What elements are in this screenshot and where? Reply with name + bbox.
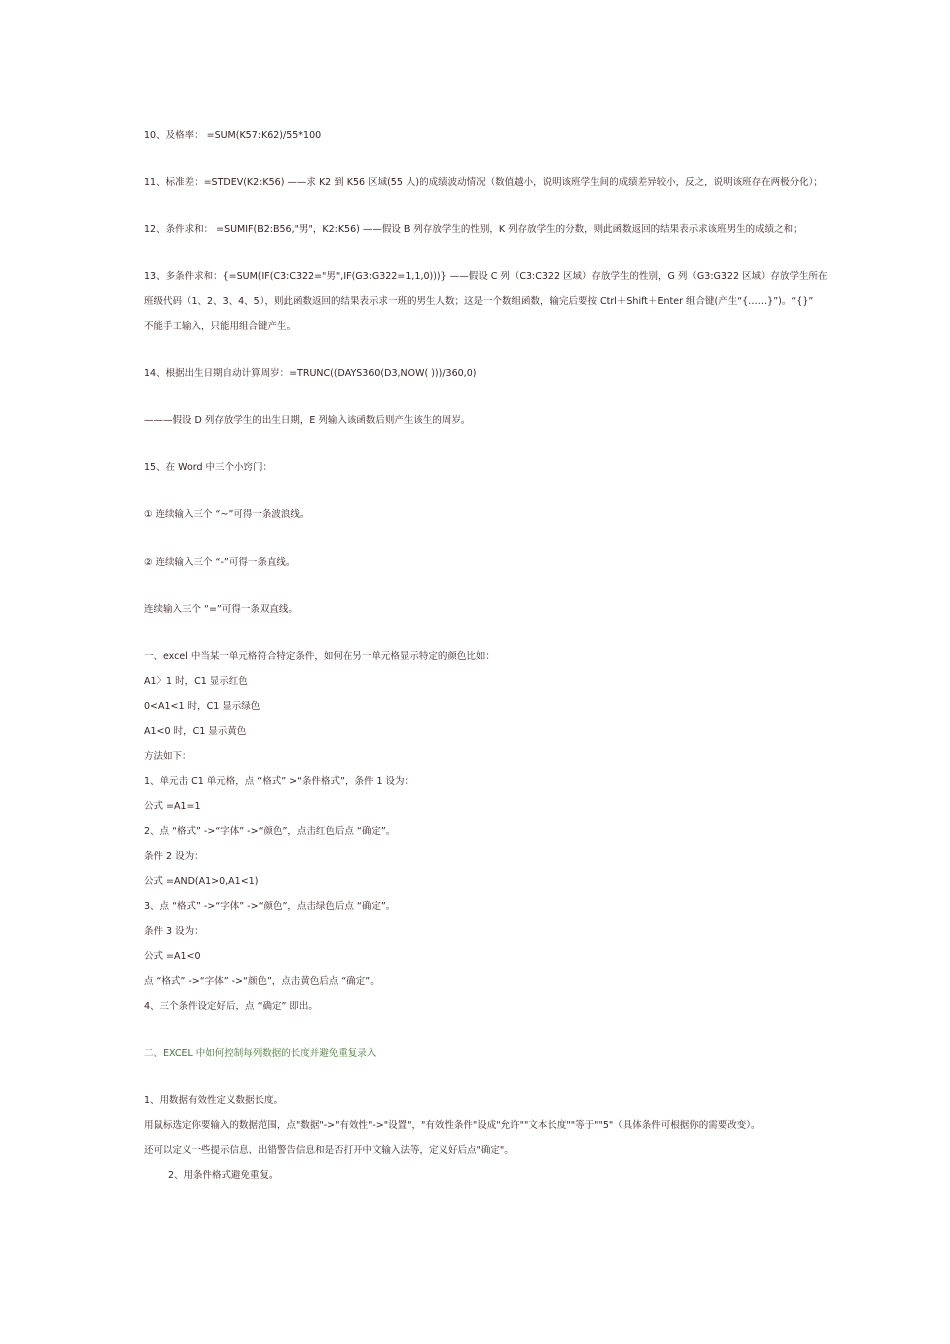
multi-sum-note: 不能手工输入，只能用组合键产生。 <box>144 321 297 332</box>
formula-1: 公式 =A1=1 <box>144 801 201 812</box>
word-tip-wave: ① 连续输入三个 “~”可得一条波浪线。 <box>144 509 310 520</box>
word-tips-heading: 15、在 Word 中三个小窍门： <box>144 462 273 473</box>
sumif-formula: 12、条件求和： =SUMIF(B2:B56,"男"，K2:K56) ——假设 B 列存放学生的性别，K 列存放学生的分数，则此函数返回的结果表示求该班男生的成绩之和； <box>144 224 803 235</box>
multi-sum-explanation: 班级代码（1、2、3、4、5），则此函数返回的结果表示求一班的男生人数；这是一个数组函数，输完后要按 Ctrl＋Shift＋Enter 组合键(产生“{……}”)。“{}” <box>144 296 814 307</box>
method-label: 方法如下： <box>144 751 192 762</box>
step-3: 3、点 “格式” ->“字体” ->“颜色”，点击绿色后点 “确定”。 <box>144 901 396 912</box>
word-tip-double-line: 连续输入三个 “=”可得一条双直线。 <box>144 604 298 615</box>
step-1: 1、单元击 C1 单元格，点 “格式” >“条件格式”，条件 1 设为： <box>144 776 415 787</box>
validation-step-2: 2、用条件格式避免重复。 <box>168 1170 279 1181</box>
stdev-formula: 11、标准差：=STDEV(K2:K56) ——求 K2 到 K56 区域(55 人)的成绩波动情况（数值越小，说明该班学生间的成绩差异较小，反之，说明该班存在两极分化）； <box>144 177 823 188</box>
condition-yellow: A1<0 时，C1 显示黄色 <box>144 726 247 737</box>
formula-2: 公式 =AND(A1>0,A1<1) <box>144 876 259 887</box>
condition-2-label: 条件 2 设为： <box>144 851 204 862</box>
formula-3: 公式 =A1<0 <box>144 951 201 962</box>
step-4: 4、三个条件设定好后，点 “确定” 即出。 <box>144 1001 318 1012</box>
condition-green: 0<A1<1 时，C1 显示绿色 <box>144 701 261 712</box>
condition-red: A1〉1 时，C1 显示红色 <box>144 676 248 687</box>
word-tip-line: ② 连续输入三个 “-”可得一条直线。 <box>144 557 296 568</box>
step-yellow: 点 “格式” ->“字体” ->“颜色”，点击黄色后点 “确定”。 <box>144 976 380 987</box>
age-formula: 14、根据出生日期自动计算周岁：=TRUNC((DAYS360(D3,NOW( )))/360,0) <box>144 368 477 379</box>
condition-3-label: 条件 3 设为： <box>144 926 204 937</box>
step-2: 2、点 “格式” ->“字体” ->“颜色”，点击红色后点 “确定”。 <box>144 826 396 837</box>
multi-sum-formula: 13、多条件求和：{=SUM(IF(C3:C322="男",IF(G3:G322=1,1,0)))} ——假设 C 列（C3:C322 区域）存放学生的性别，G 列（G3:G322 区域）存放学生所在 <box>144 271 828 282</box>
pass-rate-formula: 10、及格率： =SUM(K57:K62)/55*100 <box>144 130 322 141</box>
section-two-heading: 二、EXCEL 中如何控制每列数据的长度并避免重复录入 <box>144 1048 377 1059</box>
validation-instructions: 用鼠标选定你要输入的数据范围，点"数据"->"有效性"->"设置"，"有效性条件"设成"允许""文本长度""等于""5"（具体条件可根据你的需要改变）。 <box>144 1120 761 1131</box>
validation-extra: 还可以定义一些提示信息、出错警告信息和是否打开中文输入法等，定义好后点"确定"。 <box>144 1145 514 1156</box>
age-explanation: ———假设 D 列存放学生的出生日期，E 列输入该函数后则产生该生的周岁。 <box>144 415 471 426</box>
validation-step-1: 1、用数据有效性定义数据长度。 <box>144 1095 284 1106</box>
section-one-heading: 一、excel 中当某一单元格符合特定条件，如何在另一单元格显示特定的颜色比如： <box>144 651 495 662</box>
